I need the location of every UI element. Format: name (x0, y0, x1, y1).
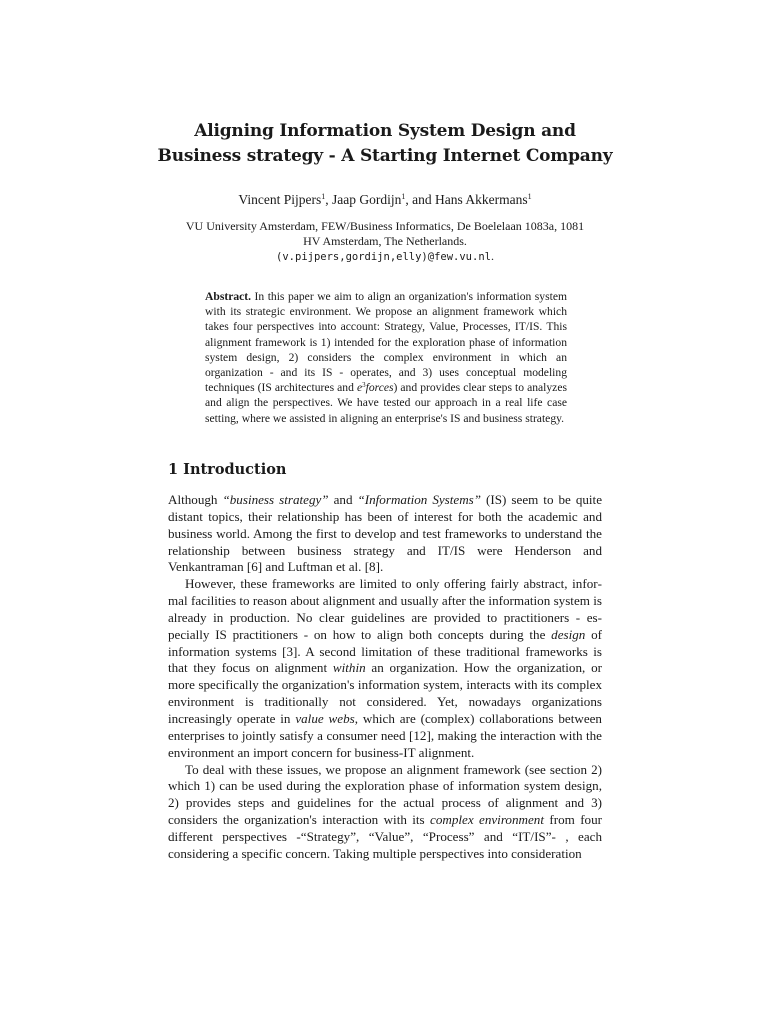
affiliation-line-2: HV Amsterdam, The Netherlands. (303, 234, 467, 248)
e3-rest: forces (365, 381, 394, 395)
section-title: Introduction (183, 461, 287, 478)
email-suffix: . (490, 249, 494, 263)
affiliation (160, 219, 610, 265)
section-heading (168, 460, 286, 480)
emphasis: “business strategy” (222, 492, 329, 507)
paragraph (168, 492, 602, 576)
paragraph (168, 576, 602, 761)
email-line (160, 249, 610, 265)
author-list (150, 191, 620, 209)
affiliation-line-1: VU University Amsterdam, FEW/Business Informatics, De Boelelaan 1083a, 1081 (185, 219, 585, 233)
author-affiliation-mark: 1 (321, 192, 326, 201)
e3-base: e (356, 381, 363, 395)
author-name: Jaap Gordijn (331, 192, 402, 207)
text-run: from four different perspectives -“Strategy”, “Value”, “Process” and “IT/IS”- , each considering a specific concern. Taking multiple perspectives into consideration (168, 812, 603, 861)
author-affiliation-mark: 1 (527, 192, 532, 201)
text-run: , which are (complex) collaborations between enterprises to jointly satisfy a consumer need [12], making the interaction with the environment an import concern for business-IT alignment. (168, 710, 602, 760)
abstract (205, 289, 567, 426)
author-name: Vincent Pijpers (238, 192, 322, 207)
author-name: Hans Akkermans (434, 192, 528, 207)
abstract-text: In this paper we aim to align an organization's information system with its strategic environment. We propose an alignment framework which takes four perspectives into account: Strategy, Value, Processes, IT/IS. This alignment framework is 1) intended for the exploration phase of information system design, 2) considers the complex environment in which an organization - and its IS - operates, and 3) uses conceptual modeling techniques (IS architectures and (205, 290, 567, 395)
text-run: of information systems [3]. A second limitation of these traditional frameworks is that they focus on alignment (168, 626, 602, 676)
title-line-2: Business strategy - A Starting Internet Company (157, 146, 613, 166)
text-run: (IS) seem to be quite distant topics, their relationship has been of interest for both the academic and business world. Among the first to develop and test frameworks to understand the relationship between business strategy and IT/IS were Henderson and Venkantraman [6] and Luftman et al. [8]. (168, 492, 603, 575)
emphasis: value webs (295, 710, 355, 726)
emphasis: “Information Systems” (357, 492, 482, 507)
emphasis: design (551, 626, 586, 642)
abstract-label: Abstract. (205, 290, 252, 303)
text-run: and (328, 492, 358, 507)
email-address: (v.pijpers,gordijn,elly)@few.vu.nl (276, 251, 491, 263)
paper-title (150, 119, 620, 169)
e3-superscript: 3 (362, 381, 366, 390)
text-run: However, these frameworks are limited to only offering fairly abstract, informal facilities to reason about alignment and usually after the information system is already in production. No clear guidelines are provided to practitioners - especially IS practitioners - on how to align both concepts during the (168, 576, 602, 642)
text-run: an organization. How the organization, or more specifically the organization's information system, interacts with its complex environment is traditionally not considered. Yet, nowadays organizations increasingly operate in (168, 660, 602, 726)
paragraph (168, 762, 602, 863)
author-separator: , and (405, 192, 435, 207)
emphasis: within (332, 660, 366, 676)
text-run: Although (168, 492, 223, 507)
text-run: To deal with these issues, we propose an alignment framework (see section 2) which 1) can be used during the exploration phase of information system design, 2) provides steps and guidelines for the actual process of alignment and 3) considers the organization's interaction with its (168, 761, 602, 828)
author-separator: , (325, 192, 332, 207)
emphasis: complex environment (430, 812, 544, 828)
author-affiliation-mark: 1 (401, 192, 406, 201)
body-text (168, 492, 602, 863)
title-line-1: Aligning Information System Design and (194, 121, 576, 141)
section-number: 1 (168, 461, 179, 478)
abstract-text-cont: ) and provides clear steps to analyzes and align the perspectives. We have tested our approach in a real life case setting, where we assisted in aligning an enterprise's IS and business strategy. (205, 381, 567, 425)
